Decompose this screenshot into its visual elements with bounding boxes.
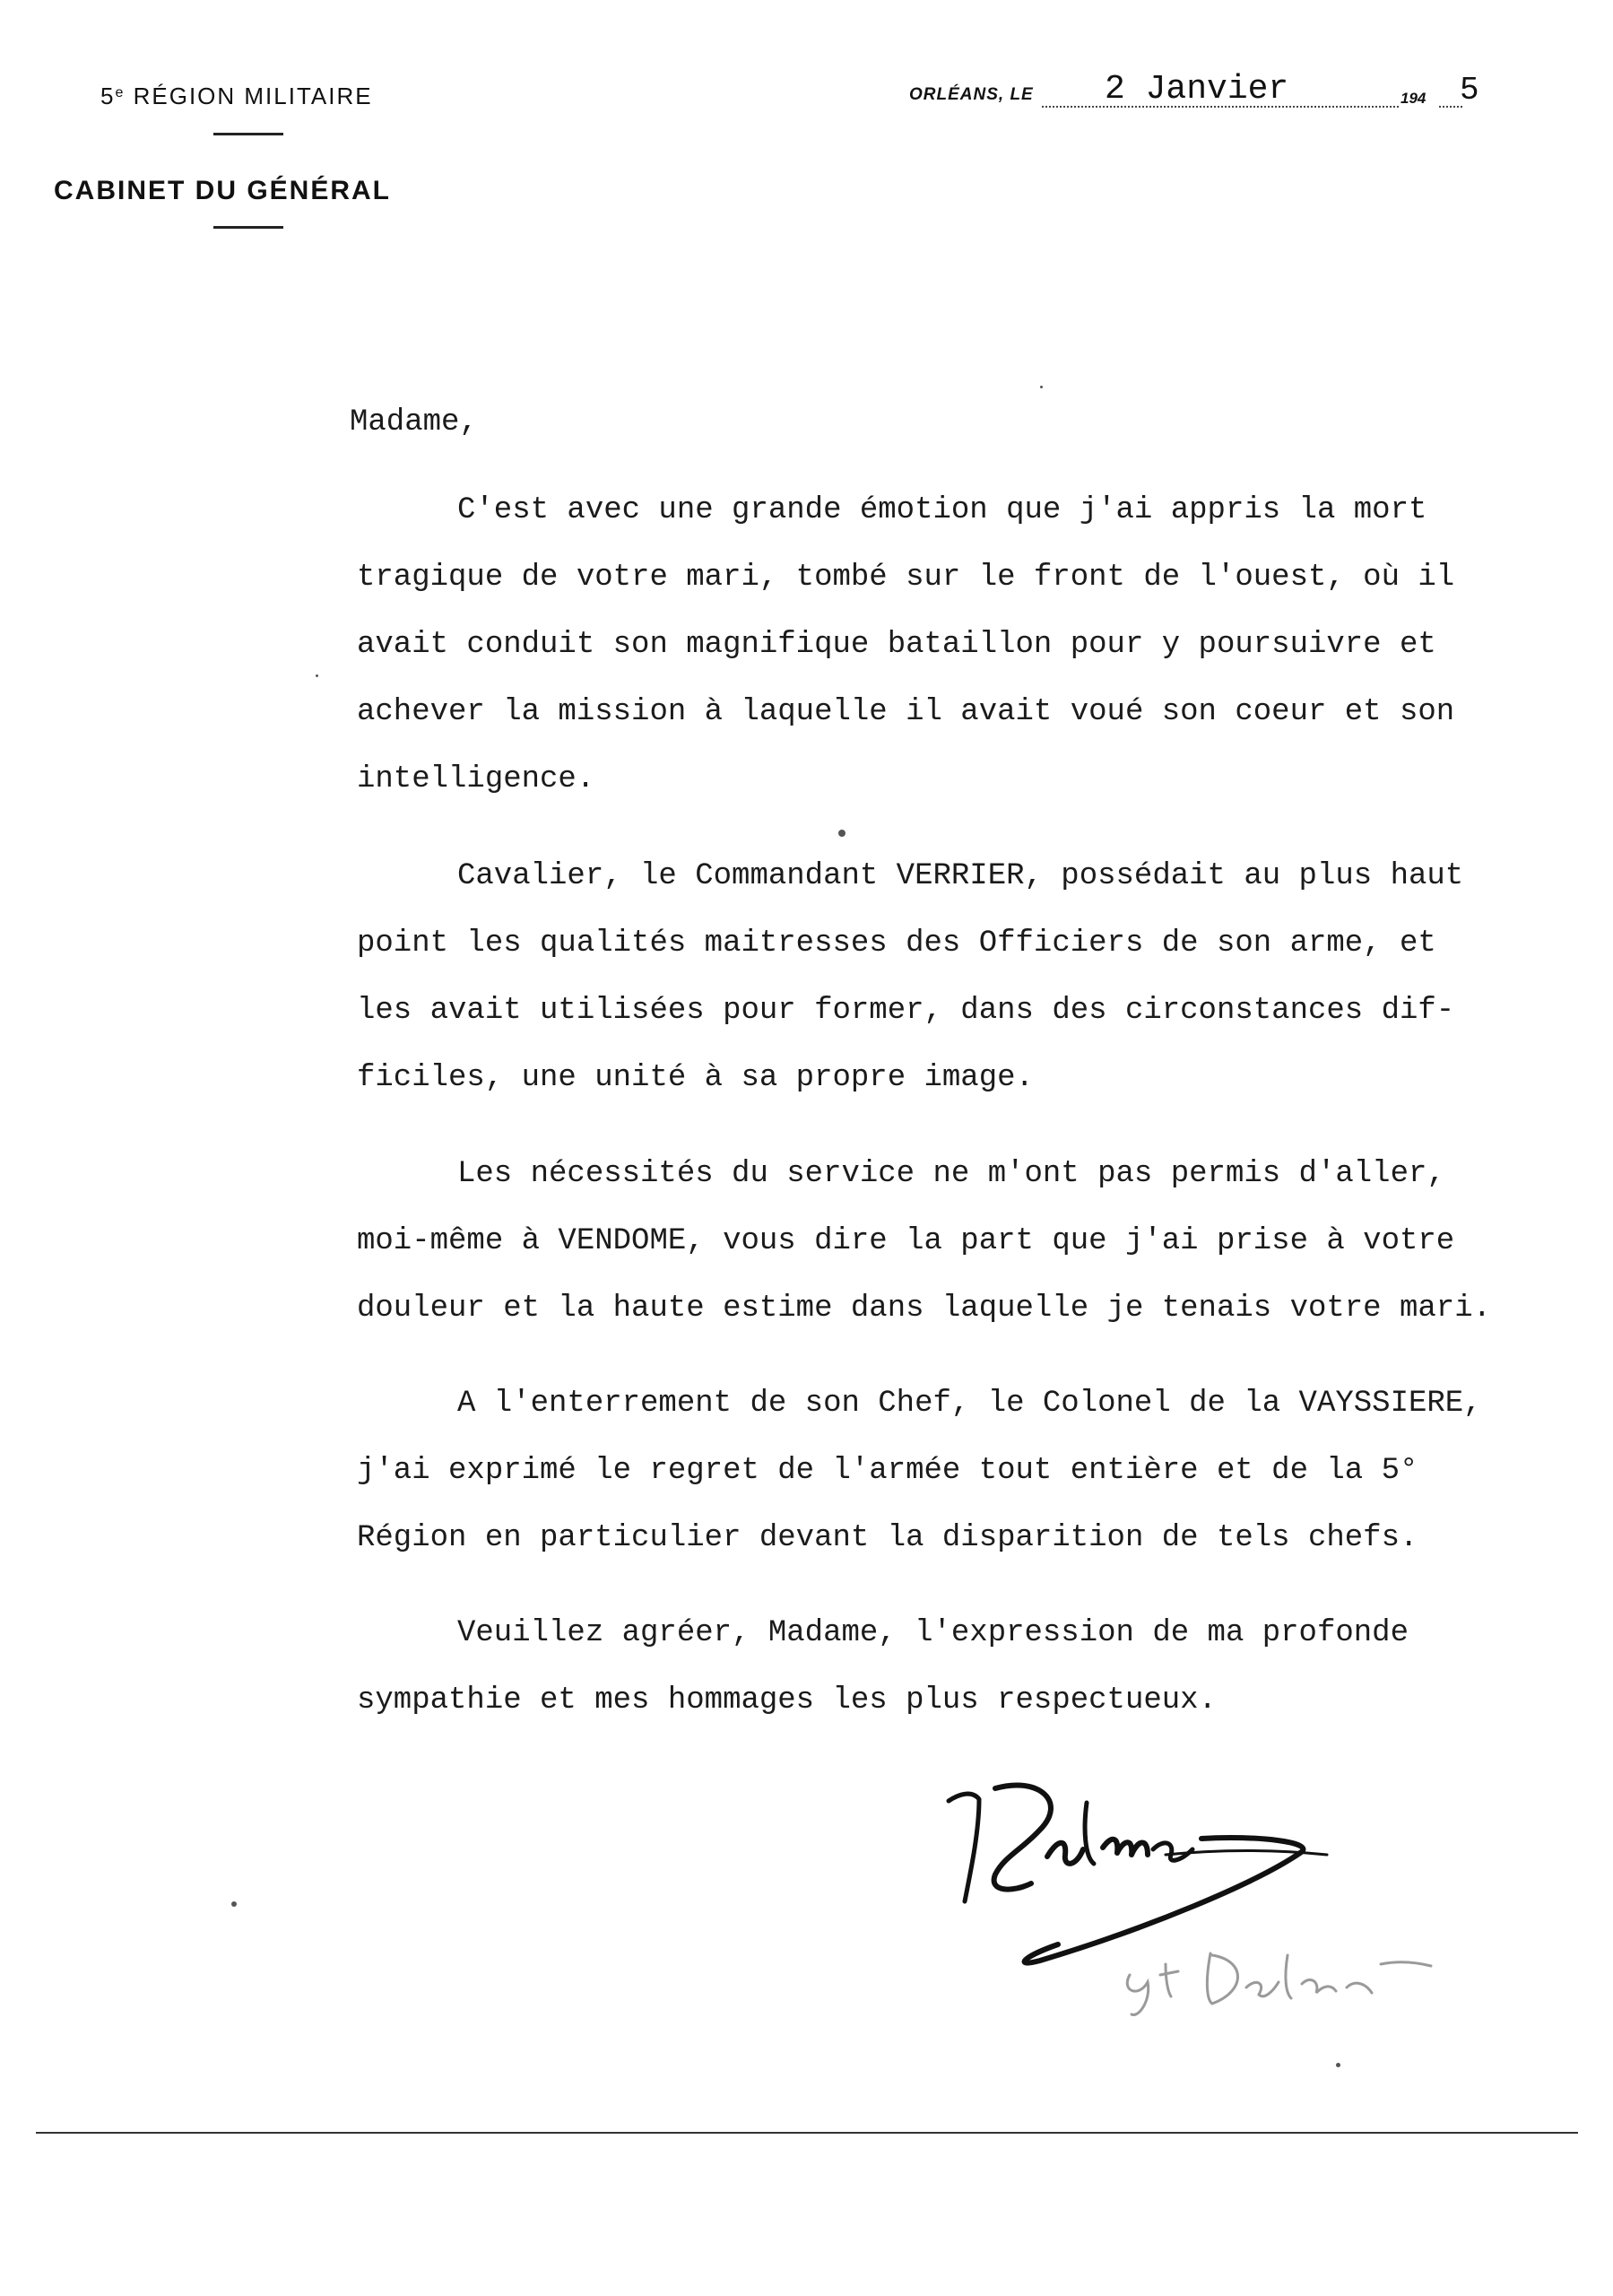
paragraph-line: tragique de votre mari, tombé sur le front de l'ouest, où il (357, 561, 1455, 595)
scan-speck (231, 1901, 237, 1907)
letterhead-rule (213, 133, 283, 135)
letterhead-cabinet: CABINET DU GÉNÉRAL (54, 176, 392, 205)
paragraph-line: intelligence. (357, 762, 595, 796)
scan-speck (1040, 386, 1043, 388)
scan-speck (838, 830, 846, 837)
paragraph (357, 477, 1558, 813)
scan-speck (1336, 2063, 1340, 2067)
paragraph-line: avait conduit son magnifique bataillon pour y poursuivre et (357, 628, 1436, 662)
paragraph-line: Les nécessités du service ne m'ont pas permis d'aller, (457, 1157, 1445, 1191)
paragraph-line: achever la mission à laquelle il avait voué son coeur et son (357, 695, 1455, 729)
paragraph-line: Cavalier, le Commandant VERRIER, possédait au plus haut (457, 859, 1464, 893)
paragraph-line: les avait utilisées pour former, dans des circonstances dif- (357, 994, 1455, 1028)
paragraph-line: j'ai exprimé le regret de l'armée tout entière et de la 5° (357, 1454, 1418, 1488)
paragraph-line: douleur et la haute estime dans laquelle je tenais votre mari. (357, 1292, 1492, 1326)
region-label: RÉGION MILITAIRE (133, 83, 373, 109)
paragraph-line: A l'enterrement de son Chef, le Colonel de la VAYSSIERE, (457, 1387, 1482, 1421)
paragraph-line: Région en particulier devant la disparition de tels chefs. (357, 1521, 1418, 1555)
paragraph-line: sympathie et mes hommages les plus respectueux. (357, 1683, 1217, 1718)
dateline-city: ORLÉANS, LE (909, 85, 1034, 104)
dateline-year-digit: 5 (1460, 72, 1479, 109)
paragraph-line: ficiles, une unité à sa propre image. (357, 1061, 1034, 1095)
dateline-year-prefix: 194 (1401, 90, 1427, 107)
scan-speck (316, 674, 318, 677)
paragraph (357, 1600, 1558, 1735)
letterhead-region (100, 83, 373, 110)
dateline-date: 2 Janvier (1105, 70, 1289, 109)
salutation: Madame, (350, 405, 478, 439)
letterhead-rule (213, 226, 283, 229)
paragraph (357, 1370, 1558, 1572)
pencil-annotation (1112, 1928, 1453, 2027)
paragraph (357, 843, 1558, 1112)
paragraph-line: point les qualités maitresses des Officiers de son arme, et (357, 926, 1436, 961)
paragraph (357, 1141, 1558, 1343)
region-suffix: e (115, 85, 126, 100)
paragraph-line: Veuillez agréer, Madame, l'expression de ma profonde (457, 1616, 1409, 1650)
paragraph-line: moi-même à VENDOME, vous dire la part que j'ai prise à votre (357, 1224, 1455, 1258)
paragraph-line: C'est avec une grande émotion que j'ai appris la mort (457, 493, 1427, 527)
bottom-rule (36, 2132, 1578, 2134)
region-number: 5 (100, 83, 116, 109)
